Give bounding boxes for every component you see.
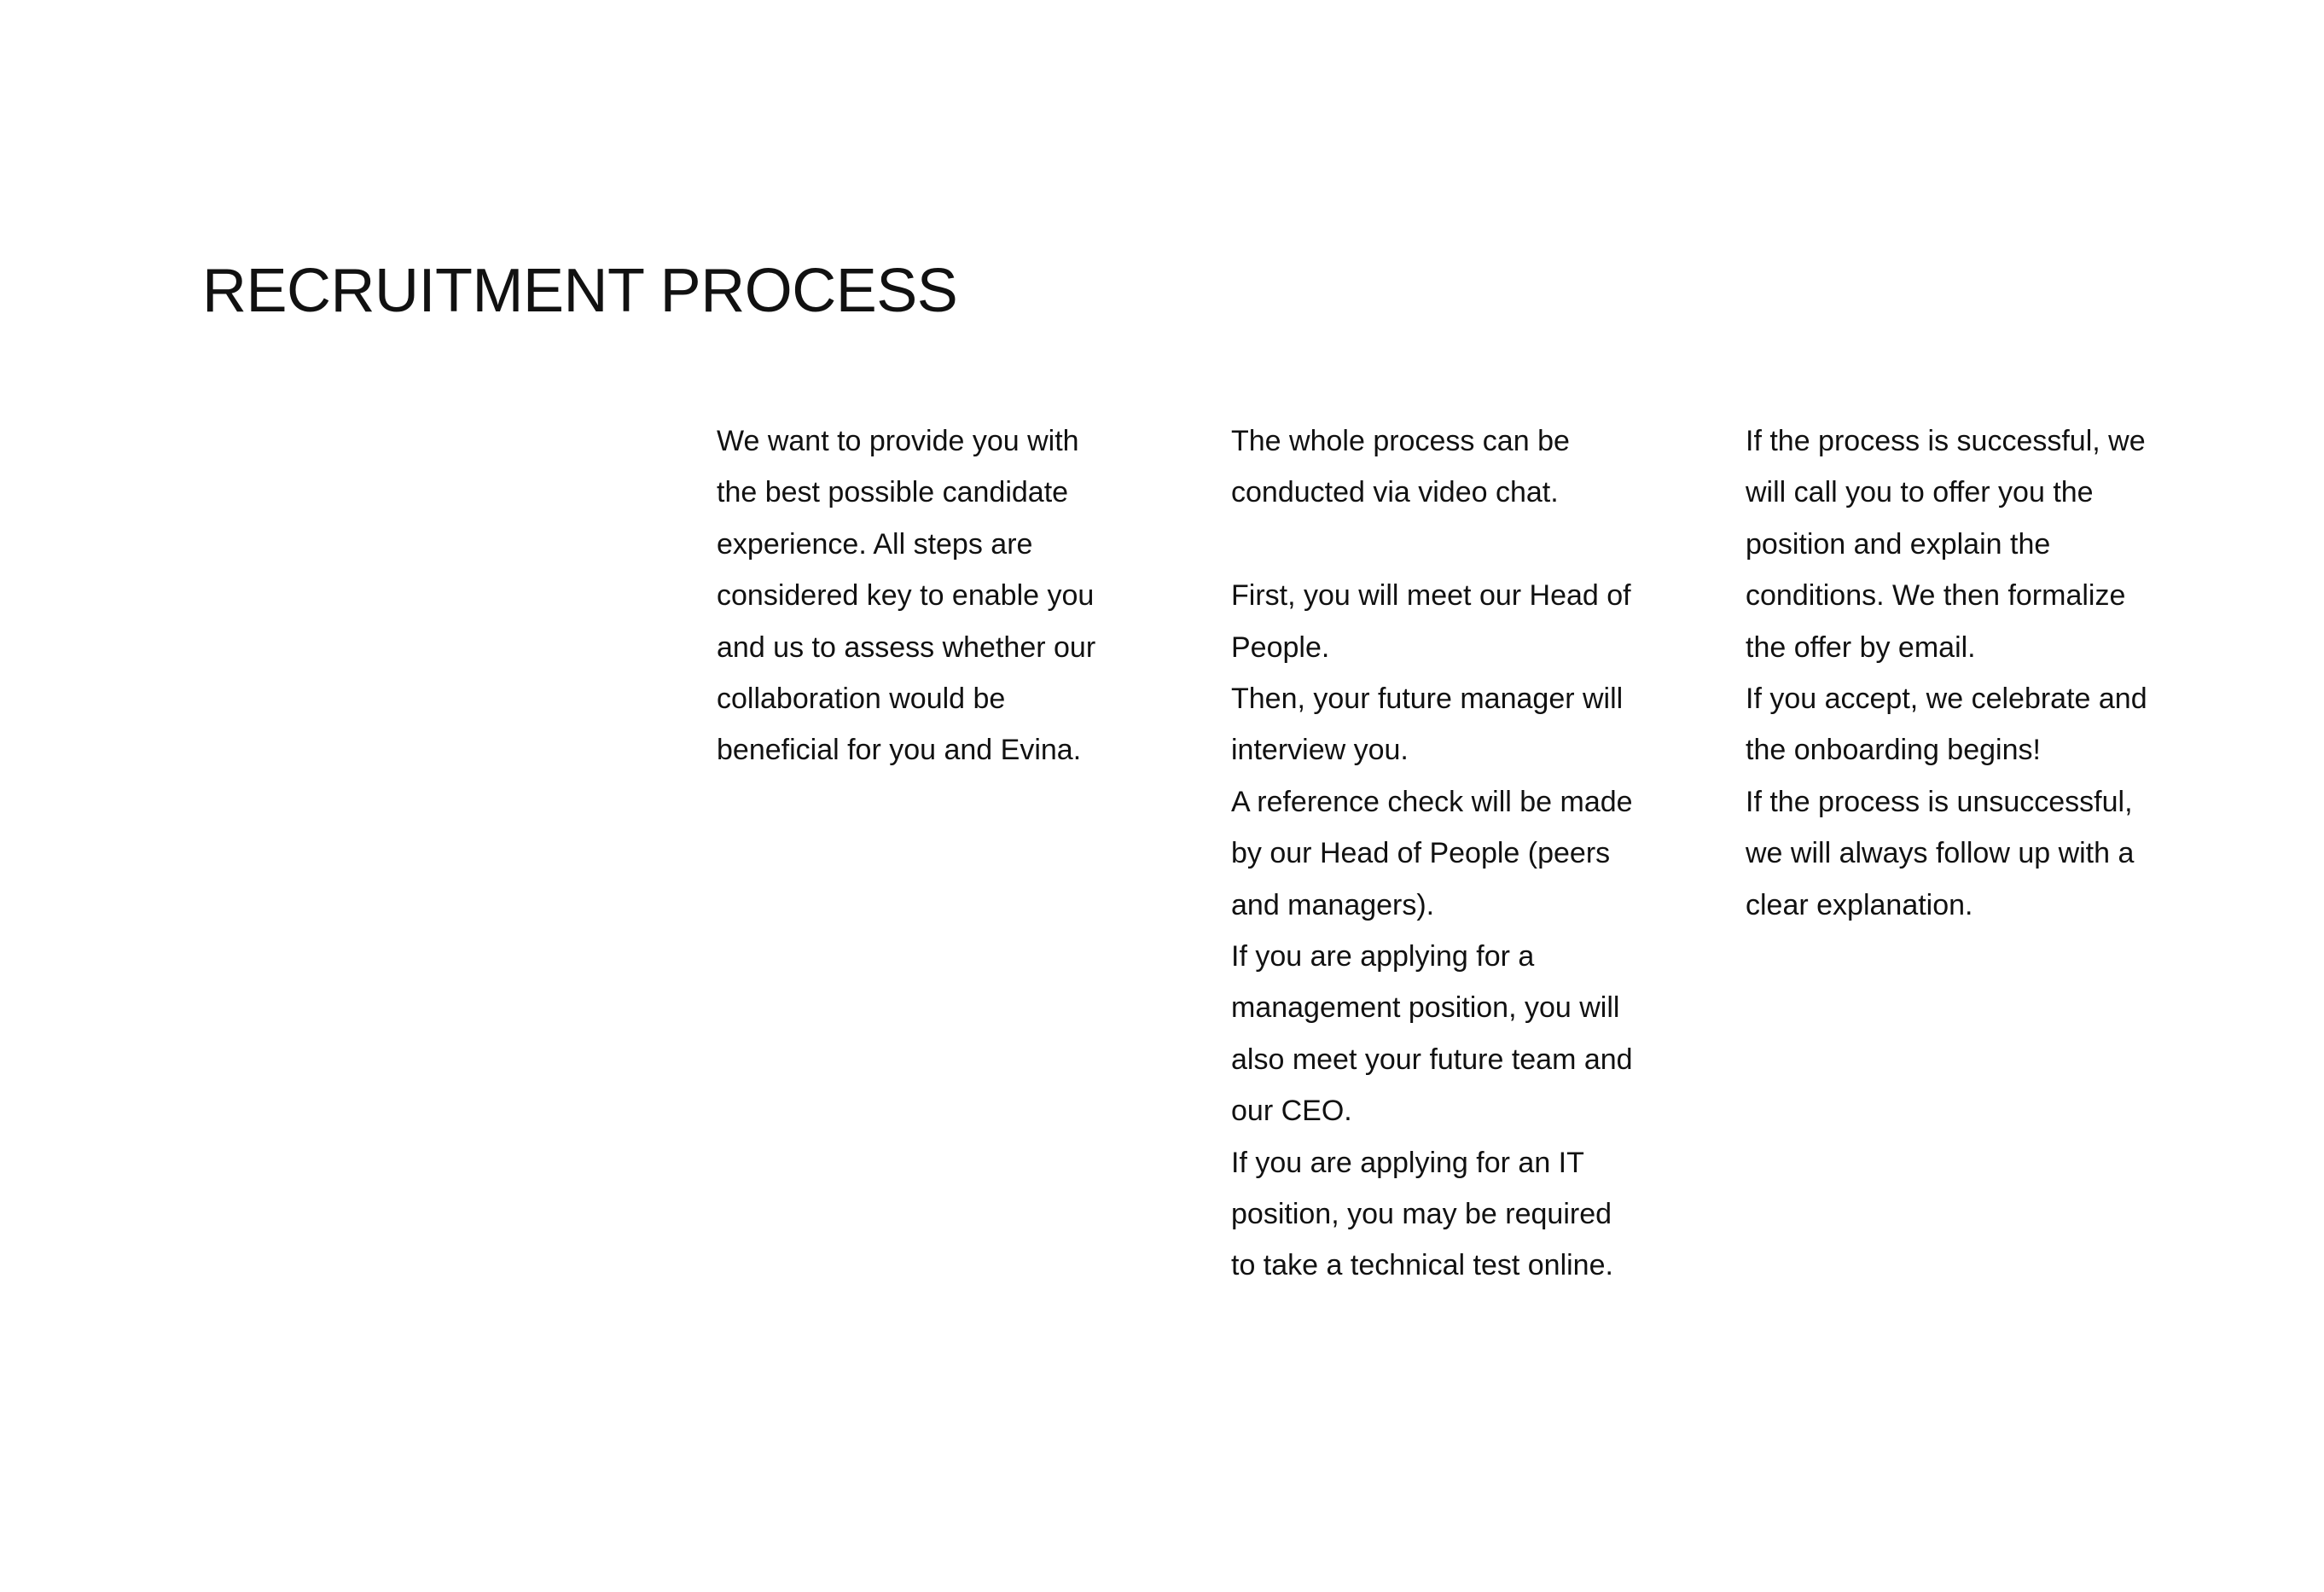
video-chat-paragraph: The whole process can be conducted via video chat.	[1231, 425, 1570, 509]
process-steps-column	[1231, 415, 1641, 1292]
step-head-of-people: First, you will meet our Head of People.	[1231, 579, 1631, 664]
step-it-position: If you are applying for an IT position, you may be required to take a technical test online.	[1231, 1146, 1613, 1282]
outcome-unsuccessful: If the process is unsuccessful, we will always follow up with a clear explanation.	[1746, 785, 2135, 921]
intro-paragraph: We want to provide you with the best possible candidate experience. All steps are considered key to enable you and us to assess whether our collaboration would be beneficial for you and Evina.	[717, 425, 1096, 767]
step-management-position: If you are applying for a management position, you will also meet your future team and our CEO.	[1231, 940, 1633, 1128]
outcome-column	[1746, 415, 2155, 931]
outcome-success: If the process is successful, we will call you to offer you the position and explain the conditions. We then formalize the offer by email.	[1746, 425, 2146, 664]
step-reference-check: A reference check will be made by our Head of People (peers and managers).	[1231, 785, 1633, 921]
page-title: RECRUITMENT PROCESS	[202, 257, 958, 325]
step-manager-interview: Then, your future manager will interview you.	[1231, 683, 1624, 767]
intro-column	[717, 415, 1126, 776]
outcome-accept: If you accept, we celebrate and the onboarding begins!	[1746, 683, 2147, 767]
